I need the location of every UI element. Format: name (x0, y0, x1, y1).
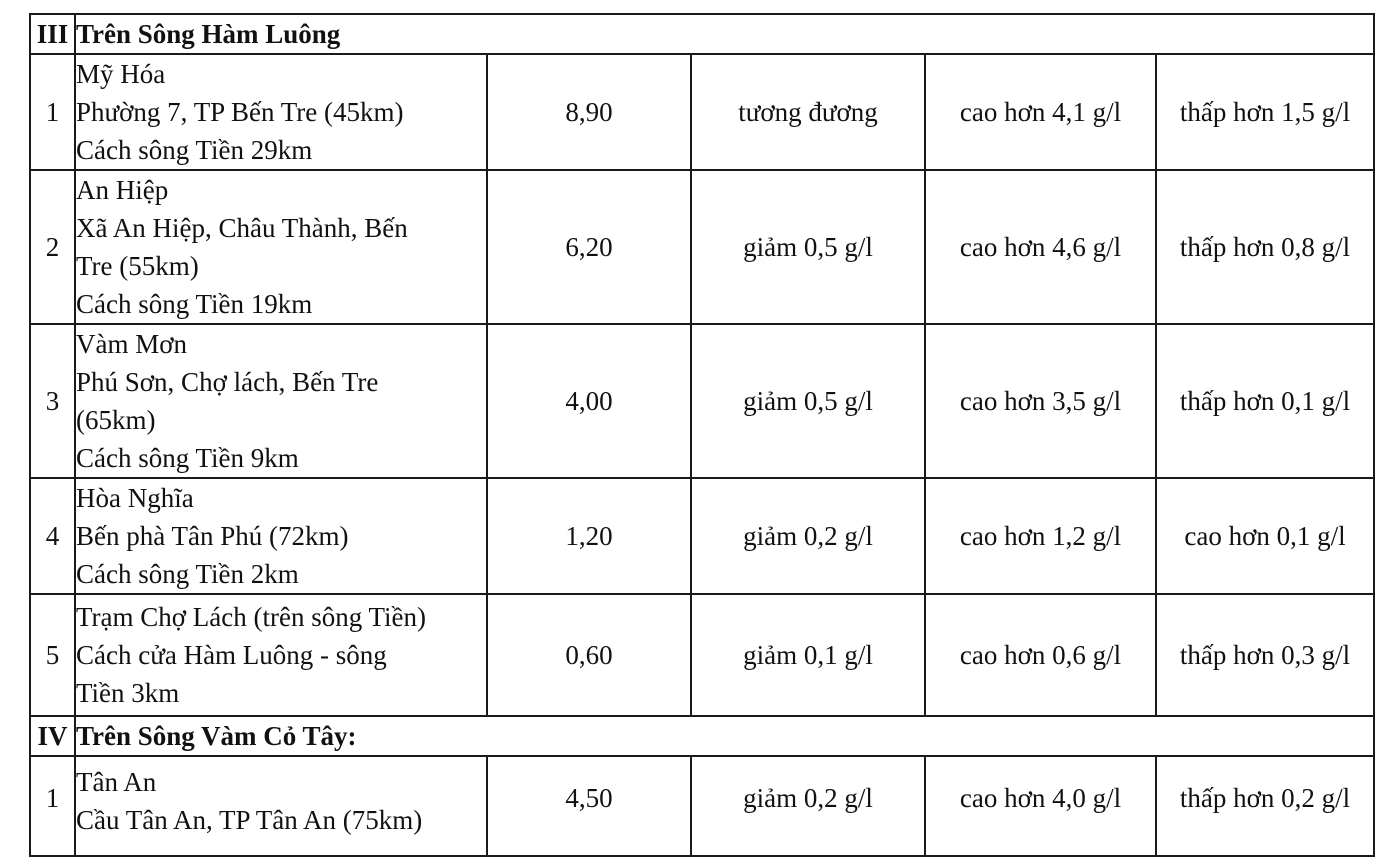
section-title: Trên Sông Hàm Luông (75, 14, 1374, 54)
station-address: Tre (55km) (76, 251, 199, 281)
station-distance: Tiền 3km (76, 678, 180, 708)
salinity-change: tương đương (691, 54, 925, 170)
salinity-change: giảm 0,2 g/l (691, 756, 925, 856)
comparison-b: thấp hơn 0,8 g/l (1156, 170, 1374, 324)
table-row (30, 170, 1374, 324)
salinity-value: 6,20 (487, 170, 691, 324)
salinity-value: 0,60 (487, 594, 691, 716)
station-name: Trạm Chợ Lách (trên sông Tiền) (76, 602, 427, 632)
row-index: 2 (30, 170, 75, 324)
station-name: Mỹ Hóa (76, 59, 166, 89)
station-name: An Hiệp (76, 175, 169, 205)
comparison-a: cao hơn 4,6 g/l (925, 170, 1156, 324)
station-distance: Cách sông Tiền 9km (76, 443, 299, 473)
station-address: Xã An Hiệp, Châu Thành, Bến (76, 213, 408, 243)
station-address: Bến phà Tân Phú (72km) (76, 521, 349, 551)
table-row (30, 478, 1374, 594)
station-name: Tân An (76, 767, 157, 797)
location-cell (75, 756, 487, 856)
table-row (30, 594, 1374, 716)
station-address: Phường 7, TP Bến Tre (45km) (76, 97, 404, 127)
row-index: 5 (30, 594, 75, 716)
station-address: Phú Sơn, Chợ lách, Bến Tre (76, 367, 379, 397)
salinity-value: 8,90 (487, 54, 691, 170)
section-header-row (30, 716, 1374, 756)
station-address: (65km) (76, 405, 156, 435)
section-number: IV (30, 716, 75, 756)
station-distance: Cách cửa Hàm Luông - sông (76, 640, 387, 670)
table-row (30, 54, 1374, 170)
station-distance: Cách sông Tiền 29km (76, 135, 313, 165)
comparison-b: thấp hơn 0,3 g/l (1156, 594, 1374, 716)
station-name: Hòa Nghĩa (76, 483, 194, 513)
row-index: 4 (30, 478, 75, 594)
comparison-a: cao hơn 1,2 g/l (925, 478, 1156, 594)
location-cell (75, 324, 487, 478)
salinity-change: giảm 0,5 g/l (691, 170, 925, 324)
station-distance: Cách sông Tiền 19km (76, 289, 313, 319)
comparison-b: thấp hơn 0,1 g/l (1156, 324, 1374, 478)
salinity-change: giảm 0,1 g/l (691, 594, 925, 716)
salinity-change: giảm 0,2 g/l (691, 478, 925, 594)
salinity-table (29, 13, 1375, 857)
row-index: 1 (30, 54, 75, 170)
section-header-row (30, 14, 1374, 54)
location-cell (75, 170, 487, 324)
table-row (30, 756, 1374, 856)
section-title: Trên Sông Vàm Cỏ Tây: (75, 716, 1374, 756)
section-number: III (30, 14, 75, 54)
station-distance: Cách sông Tiền 2km (76, 559, 299, 589)
row-index: 1 (30, 756, 75, 856)
salinity-value: 1,20 (487, 478, 691, 594)
location-cell (75, 54, 487, 170)
row-index: 3 (30, 324, 75, 478)
salinity-value: 4,50 (487, 756, 691, 856)
comparison-b: thấp hơn 1,5 g/l (1156, 54, 1374, 170)
comparison-a: cao hơn 3,5 g/l (925, 324, 1156, 478)
comparison-a: cao hơn 4,0 g/l (925, 756, 1156, 856)
location-cell (75, 478, 487, 594)
salinity-value: 4,00 (487, 324, 691, 478)
station-address: Cầu Tân An, TP Tân An (75km) (76, 805, 423, 835)
comparison-a: cao hơn 0,6 g/l (925, 594, 1156, 716)
salinity-change: giảm 0,5 g/l (691, 324, 925, 478)
comparison-a: cao hơn 4,1 g/l (925, 54, 1156, 170)
comparison-b: thấp hơn 0,2 g/l (1156, 756, 1374, 856)
station-name: Vàm Mơn (76, 329, 188, 359)
comparison-b: cao hơn 0,1 g/l (1156, 478, 1374, 594)
location-cell (75, 594, 487, 716)
table-row (30, 324, 1374, 478)
